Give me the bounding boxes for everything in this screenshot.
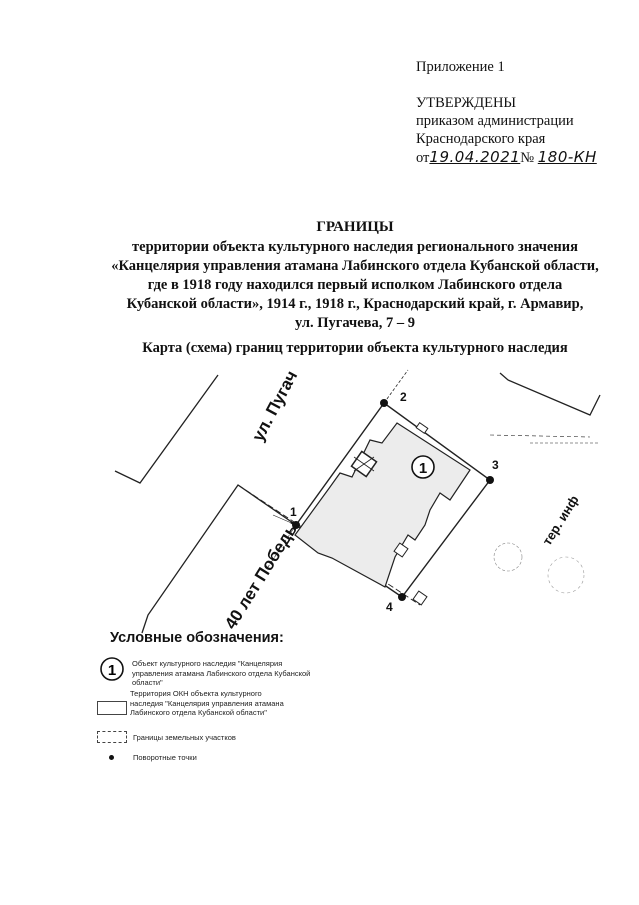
from-prefix: от xyxy=(416,150,430,166)
approval-line-1: приказом администрации xyxy=(416,113,574,129)
approval-date-line xyxy=(416,148,597,167)
object-number: 1 xyxy=(418,460,428,477)
street-label-pobedy: 40 лет Победы xyxy=(221,516,304,633)
turning-point xyxy=(486,476,494,484)
svg-text:1: 1 xyxy=(107,662,117,679)
legend-territory-swatch xyxy=(97,701,127,715)
point-label-3: 3 xyxy=(492,458,499,472)
approval-line-2: Краснодарского края xyxy=(416,131,546,147)
title-line: Кубанской области», 1914 г., 1918 г., Краснодарский край, г. Армавир, xyxy=(126,296,584,312)
title-heading: ГРАНИЦЫ xyxy=(316,219,394,235)
title-line: ул. Пугачева, 7 – 9 xyxy=(294,315,415,331)
handwritten-number: 180-КН xyxy=(537,148,597,166)
legend-item-points: Поворотные точки xyxy=(133,753,197,762)
territory-label: тер. инф xyxy=(539,492,582,548)
legend-item-parcels: Границы земельных участков xyxy=(133,733,236,742)
title-line: «Канцелярия управления атамана Лабинского отдела Кубанской области, xyxy=(111,258,599,274)
point-label-1: 1 xyxy=(290,505,297,519)
number-sign: № xyxy=(520,150,535,166)
point-label-2: 2 xyxy=(400,390,407,404)
boundary-map xyxy=(90,365,610,635)
approved-label: УТВЕРЖДЕНЫ xyxy=(416,95,517,111)
title-line: территории объекта культурного наследия регионального значения xyxy=(132,239,578,255)
legend-item-territory: Территория ОКН объекта культурного наследия "Канцелярия управления атамана Лабинского отдела Кубанской области" xyxy=(130,689,284,717)
turning-point xyxy=(398,593,406,601)
approval-block xyxy=(416,58,597,167)
document-title xyxy=(60,218,639,333)
street-label-pugacheva: ул. Пугач xyxy=(248,367,302,445)
building-footprint xyxy=(295,423,470,587)
legend-point-symbol xyxy=(109,755,114,760)
title-line: где в 1918 году находился первый исполком Лабинского отдела xyxy=(147,277,563,293)
legend-item-object: Объект культурного наследия "Канцелярия управления атамана Лабинского отдела Кубанской области" xyxy=(132,659,311,687)
legend-title: Условные обозначения: xyxy=(110,630,284,646)
handwritten-date: 19.04.2021 xyxy=(429,148,521,166)
appendix-label: Приложение 1 xyxy=(416,59,505,75)
legend-parcel-swatch xyxy=(97,731,127,743)
point-label-4: 4 xyxy=(386,600,393,614)
map-drawing xyxy=(90,365,610,635)
turning-point xyxy=(380,399,388,407)
map-caption: Карта (схема) границ территории объекта культурного наследия xyxy=(142,340,568,356)
legend-object-symbol xyxy=(98,654,128,684)
